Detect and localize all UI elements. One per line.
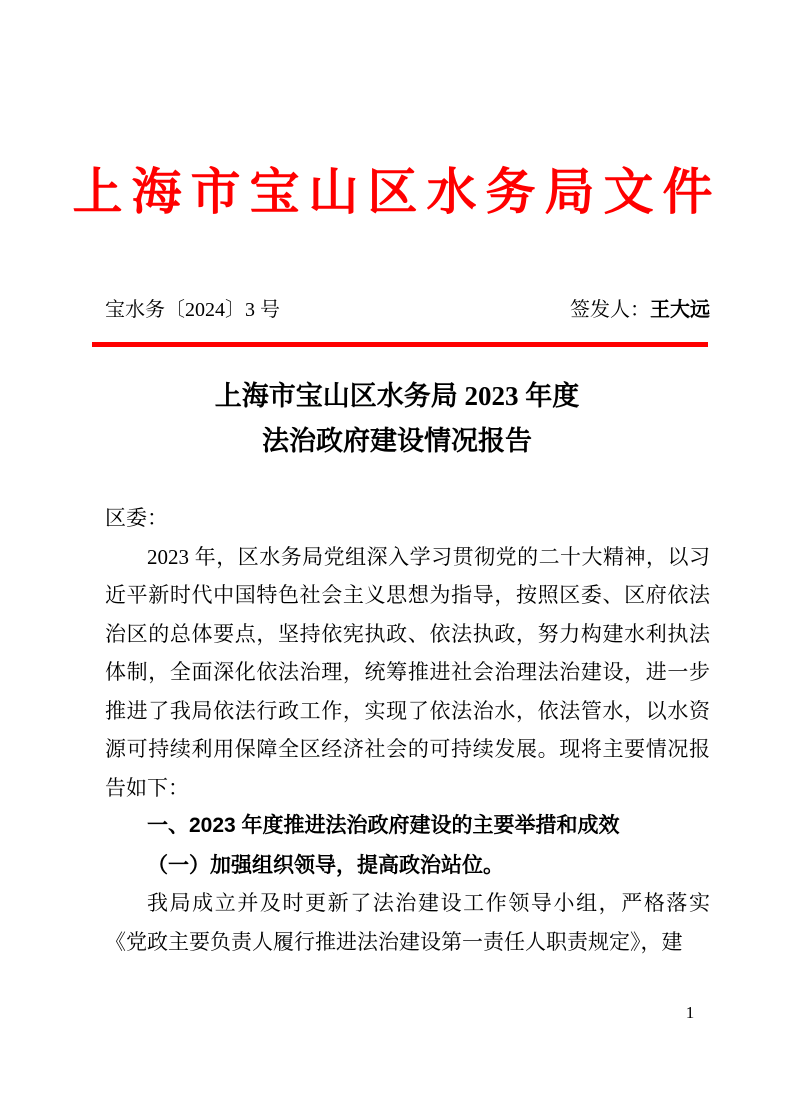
letterhead-title: 上海市宝山区水务局文件 [72, 164, 722, 220]
section-heading-level2: （一）加强组织领导，提高政治站位。 [147, 852, 504, 877]
document-title [0, 374, 794, 464]
signer-label: 签发人： [570, 299, 650, 321]
signer-name: 王大远 [650, 299, 710, 321]
issue-row [105, 297, 710, 323]
page-number: 1 [685, 1003, 695, 1022]
document-title-line2: 法治政府建设情况报告 [262, 426, 532, 456]
red-divider-rule [92, 342, 708, 347]
section-heading-level1: 一、2023 年度推进法治政府建设的主要举措和成效 [147, 814, 620, 837]
document-title-line1: 上海市宝山区水务局 2023 年度 [214, 381, 580, 411]
paragraph-intro: 2023 年，区水务局党组深入学习贯彻党的二十大精神，以习近平新时代中国特色社会主义思想为指导，按照区委、区府依法治区的总体要点，坚持依宪执政、依法执政，努力构建水利执法体制，全面深化依法治理，统筹推进社会治理法治建设，进一步推进了我局依法行政工作，实现了依法治水，依法管水，以水资源可持续利用保障全区经济社会的可持续发展。现将主要情况报告如下： [105, 544, 710, 800]
salutation: 区委： [105, 506, 168, 530]
paragraph-section-body: 我局成立并及时更新了法治建设工作领导小组，严格落实《党政主要负责人履行推进法治建设第一责任人职责规定》，建 [105, 891, 710, 954]
signer [570, 297, 710, 323]
doc-number: 宝水务〔2024〕3 号 [105, 299, 280, 321]
document-body [105, 499, 710, 961]
